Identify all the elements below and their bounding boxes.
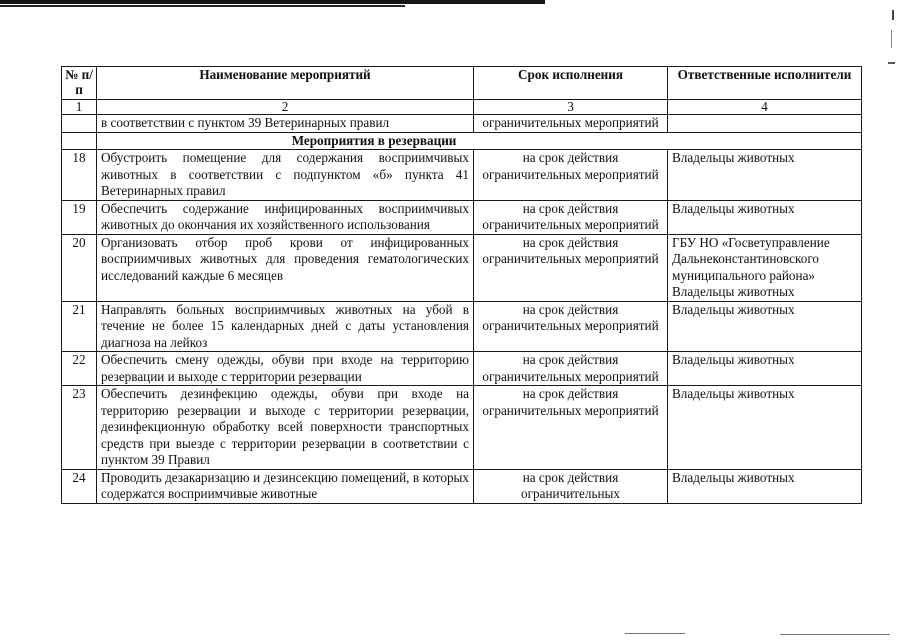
row-name: Обеспечить дезинфекцию одежды, обуви при входе на территорию резервации и выходе с территории резервации, дезинфекционную обработку всей поверхности транспортных средств при выезде с территории резервации в соответствии с пунктом 39 Правил <box>97 386 474 470</box>
section-row <box>62 132 862 150</box>
row-number: 20 <box>62 234 97 301</box>
row-responsible: Владельцы животных <box>668 200 862 234</box>
row-name: Направлять больных восприимчивых животных на убой в течение не более 15 календарных дней с даты установления диагноза на лейкоз <box>97 301 474 352</box>
header-num: № п/п <box>62 67 97 100</box>
row-name: Обеспечить смену одежды, обуви при входе на территорию резервации и выходе с территории резервации <box>97 352 474 386</box>
row-term: на срок действия ограничительных мероприятий <box>474 386 668 470</box>
scan-mark-bottom <box>780 634 890 635</box>
row-number: 24 <box>62 469 97 503</box>
table-row <box>62 150 862 201</box>
table-row-continuation <box>62 115 862 133</box>
row-responsible: Владельцы животных <box>668 301 862 352</box>
table-row <box>62 469 862 503</box>
table-header-row <box>62 67 862 100</box>
scan-mark-bottom <box>625 633 685 634</box>
row-responsible: Владельцы животных <box>668 352 862 386</box>
row-number: 19 <box>62 200 97 234</box>
row-name: Организовать отбор проб крови от инфицированных восприимчивых животных для проведения гематологических исследований каждые 6 месяцев <box>97 234 474 301</box>
col-number: 1 <box>62 100 97 115</box>
row-name: в соответствии с пунктом 39 Ветеринарных правил <box>97 115 474 133</box>
row-term: на срок действия ограничительных мероприятий <box>474 200 668 234</box>
row-number: 21 <box>62 301 97 352</box>
row-responsible: Владельцы животных <box>668 386 862 470</box>
row-term: на срок действия ограничительных мероприятий <box>474 234 668 301</box>
row-term: ограничительных мероприятий <box>474 115 668 133</box>
row-term: на срок действия ограничительных <box>474 469 668 503</box>
scan-mark-right <box>892 10 894 20</box>
table-row <box>62 301 862 352</box>
scan-edge-top-secondary <box>0 5 405 7</box>
row-responsible: Владельцы животных <box>668 150 862 201</box>
table-row <box>62 352 862 386</box>
section-title: Мероприятия в резервации <box>97 132 862 150</box>
row-number: 23 <box>62 386 97 470</box>
row-term: на срок действия ограничительных мероприятий <box>474 150 668 201</box>
col-number: 3 <box>474 100 668 115</box>
header-responsible: Ответственные исполнители <box>668 67 862 100</box>
header-term: Срок исполнения <box>474 67 668 100</box>
row-term: на срок действия ограничительных мероприятий <box>474 301 668 352</box>
row-responsible <box>668 115 862 133</box>
table-row <box>62 200 862 234</box>
row-number: 18 <box>62 150 97 201</box>
column-number-row <box>62 100 862 115</box>
row-number: 22 <box>62 352 97 386</box>
measures-table <box>61 66 862 504</box>
row-name: Проводить дезакаризацию и дезинсекцию помещений, в которых содержатся восприимчивые животные <box>97 469 474 503</box>
table-row <box>62 234 862 301</box>
row-responsible: ГБУ НО «Госветуправление Дальнеконстантиновского муниципального района» Владельцы животных <box>668 234 862 301</box>
header-name: Наименование мероприятий <box>97 67 474 100</box>
scan-mark-right <box>888 62 895 64</box>
row-term: на срок действия ограничительных мероприятий <box>474 352 668 386</box>
row-name: Обеспечить содержание инфицированных восприимчивых животных до окончания их хозяйственного использования <box>97 200 474 234</box>
row-number <box>62 132 97 150</box>
scan-mark-right <box>891 30 892 48</box>
row-responsible: Владельцы животных <box>668 469 862 503</box>
col-number: 2 <box>97 100 474 115</box>
col-number: 4 <box>668 100 862 115</box>
table-row <box>62 386 862 470</box>
row-number <box>62 115 97 133</box>
row-name: Обустроить помещение для содержания восприимчивых животных в соответствии с подпунктом «б» пункта 41 Ветеринарных правил <box>97 150 474 201</box>
scan-edge-top <box>0 0 545 4</box>
